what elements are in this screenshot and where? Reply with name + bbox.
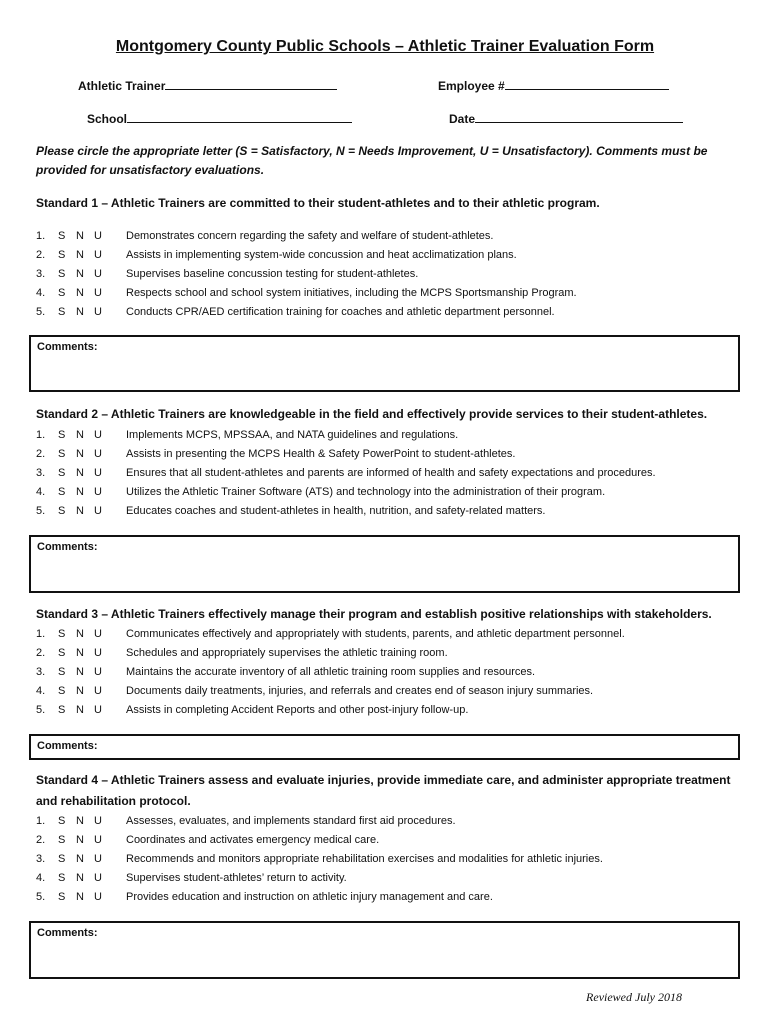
- list-item: [36, 303, 736, 322]
- item-number: 3.: [36, 268, 46, 280]
- rating-s[interactable]: S: [58, 287, 66, 299]
- item-number: 1.: [36, 628, 46, 640]
- standard-3-comments-box[interactable]: [29, 734, 740, 760]
- list-item: [36, 284, 736, 303]
- comments-label: Comments:: [37, 341, 98, 353]
- item-description: Maintains the accurate inventory of all athletic training room supplies and resources.: [126, 666, 536, 678]
- rating-s[interactable]: S: [58, 268, 66, 280]
- item-number: 5.: [36, 505, 46, 517]
- rating-s[interactable]: S: [58, 230, 66, 242]
- rating-u[interactable]: U: [94, 815, 102, 827]
- rating-u[interactable]: U: [94, 666, 102, 678]
- athletic-trainer-label: Athletic Trainer: [78, 79, 166, 93]
- item-description: Recommends and monitors appropriate rehabilitation exercises and modalities for athletic injuries.: [126, 853, 603, 865]
- school-label: School: [87, 112, 128, 126]
- item-number: 1.: [36, 429, 46, 441]
- item-description: Supervises baseline concussion testing for student-athletes.: [126, 268, 419, 280]
- rating-s[interactable]: S: [58, 853, 66, 865]
- rating-s[interactable]: S: [58, 628, 66, 640]
- list-item: [36, 464, 736, 483]
- rating-n[interactable]: N: [76, 306, 84, 318]
- list-item: [36, 682, 736, 701]
- list-item: [36, 831, 736, 850]
- rating-n[interactable]: N: [76, 647, 84, 659]
- item-description: Supervises student-athletes’ return to activity.: [126, 872, 347, 884]
- item-description: Documents daily treatments, injuries, and referrals and creates end of season injury summaries.: [126, 685, 594, 697]
- rating-s[interactable]: S: [58, 306, 66, 318]
- list-item: [36, 426, 736, 445]
- rating-u[interactable]: U: [94, 306, 102, 318]
- rating-s[interactable]: S: [58, 429, 66, 441]
- rating-n[interactable]: N: [76, 467, 84, 479]
- standard-4-items: [36, 812, 736, 907]
- rating-u[interactable]: U: [94, 268, 102, 280]
- item-description: Respects school and school system initiatives, including the MCPS Sportsmanship Program.: [126, 287, 577, 299]
- date-label: Date: [449, 112, 476, 126]
- item-description: Assists in implementing system-wide concussion and heat acclimatization plans.: [126, 249, 517, 261]
- item-number: 2.: [36, 249, 46, 261]
- list-item: [36, 888, 736, 907]
- rating-n[interactable]: N: [76, 429, 84, 441]
- comments-label: Comments:: [37, 740, 98, 752]
- item-number: 5.: [36, 704, 46, 716]
- employee-number-field[interactable]: [438, 77, 669, 93]
- item-description: Communicates effectively and appropriately with students, parents, and athletic department personnel.: [126, 628, 625, 640]
- item-number: 1.: [36, 815, 46, 827]
- school-field[interactable]: [87, 110, 352, 126]
- rating-n[interactable]: N: [76, 891, 84, 903]
- rating-n[interactable]: N: [76, 628, 84, 640]
- rating-u[interactable]: U: [94, 872, 102, 884]
- item-description: Assists in completing Accident Reports and other post-injury follow-up.: [126, 704, 469, 716]
- item-description: Ensures that all student-athletes and parents are informed of health and safety expectations and procedures.: [126, 467, 656, 479]
- athletic-trainer-field[interactable]: [78, 77, 337, 93]
- item-description: Conducts CPR/AED certification training for coaches and athletic department personnel.: [126, 306, 555, 318]
- item-number: 3.: [36, 467, 46, 479]
- rating-u[interactable]: U: [94, 287, 102, 299]
- rating-n[interactable]: N: [76, 268, 84, 280]
- item-number: 4.: [36, 872, 46, 884]
- employee-number-label: Employee #: [438, 79, 505, 93]
- item-number: 1.: [36, 230, 46, 242]
- rating-n[interactable]: N: [76, 287, 84, 299]
- item-number: 4.: [36, 287, 46, 299]
- item-description: Utilizes the Athletic Trainer Software (ATS) and technology into the administration of their program.: [126, 486, 606, 498]
- list-item: [36, 644, 736, 663]
- comments-label: Comments:: [37, 541, 98, 553]
- rating-s[interactable]: S: [58, 505, 66, 517]
- rating-s[interactable]: S: [58, 486, 66, 498]
- list-item: [36, 265, 736, 284]
- rating-n[interactable]: N: [76, 249, 84, 261]
- standard-3-items: [36, 625, 736, 720]
- rating-u[interactable]: U: [94, 685, 102, 697]
- rating-n[interactable]: N: [76, 853, 84, 865]
- rating-s[interactable]: S: [58, 666, 66, 678]
- rating-u[interactable]: U: [94, 628, 102, 640]
- item-description: Assists in presenting the MCPS Health & Safety PowerPoint to student-athletes.: [126, 448, 516, 460]
- list-item: [36, 812, 736, 831]
- item-number: 3.: [36, 853, 46, 865]
- list-item: [36, 227, 736, 246]
- rating-n[interactable]: N: [76, 448, 84, 460]
- list-item: [36, 483, 736, 502]
- form-title: Montgomery County Public Schools – Athletic Trainer Evaluation Form: [115, 38, 655, 55]
- rating-s[interactable]: S: [58, 249, 66, 261]
- rating-n[interactable]: N: [76, 505, 84, 517]
- list-item: [36, 663, 736, 682]
- date-field[interactable]: [449, 110, 683, 126]
- item-description: Provides education and instruction on athletic injury management and care.: [126, 891, 493, 903]
- list-item: [36, 701, 736, 720]
- standard-2-title: Standard 2 – Athletic Trainers are knowledgeable in the field and effectively provide services to their student-athletes.: [36, 407, 708, 421]
- list-item: [36, 850, 736, 869]
- standard-4-comments-box[interactable]: [29, 921, 740, 979]
- rating-n[interactable]: N: [76, 872, 84, 884]
- item-number: 5.: [36, 891, 46, 903]
- rating-n[interactable]: N: [76, 685, 84, 697]
- list-item: [36, 445, 736, 464]
- standard-2-comments-box[interactable]: [29, 535, 740, 593]
- list-item: [36, 502, 736, 521]
- rating-n[interactable]: N: [76, 815, 84, 827]
- employee-number-line[interactable]: [505, 77, 669, 90]
- list-item: [36, 246, 736, 265]
- athletic-trainer-line[interactable]: [165, 77, 337, 90]
- rating-n[interactable]: N: [76, 666, 84, 678]
- standard-4-title: Standard 4 – Athletic Trainers assess and evaluate injuries, provide immediate care, and administer appropriate treatment and rehabilitation protocol.: [36, 773, 731, 808]
- rating-s[interactable]: S: [58, 467, 66, 479]
- standard-1-title: Standard 1 – Athletic Trainers are committed to their student-athletes and to their athletic program.: [36, 196, 600, 210]
- item-number: 2.: [36, 448, 46, 460]
- rating-n[interactable]: N: [76, 704, 84, 716]
- rating-s[interactable]: S: [58, 872, 66, 884]
- standard-1-comments-box[interactable]: [29, 335, 740, 392]
- standard-2-items: [36, 426, 736, 521]
- rating-s[interactable]: S: [58, 891, 66, 903]
- reviewed-date-footer: Reviewed July 2018: [586, 990, 682, 1004]
- standard-1-items: [36, 227, 736, 322]
- item-number: 2.: [36, 647, 46, 659]
- rating-u[interactable]: U: [94, 486, 102, 498]
- instructions: Please circle the appropriate letter (S = Satisfactory, N = Needs Improvement, U = Unsatisfactory). Comments must be provided for unsatisfactory evaluations.: [36, 144, 708, 177]
- rating-s[interactable]: S: [58, 834, 66, 846]
- rating-u[interactable]: U: [94, 704, 102, 716]
- item-number: 3.: [36, 666, 46, 678]
- item-description: Implements MCPS, MPSSAA, and NATA guidelines and regulations.: [126, 429, 459, 441]
- standard-3-title: Standard 3 – Athletic Trainers effectively manage their program and establish positive relationships with stakeholders.: [36, 607, 712, 621]
- item-description: Assesses, evaluates, and implements standard first aid procedures.: [126, 815, 456, 827]
- list-item: [36, 869, 736, 888]
- item-number: 5.: [36, 306, 46, 318]
- rating-n[interactable]: N: [76, 486, 84, 498]
- rating-u[interactable]: U: [94, 249, 102, 261]
- item-description: Demonstrates concern regarding the safety and welfare of student-athletes.: [126, 230, 494, 242]
- rating-s[interactable]: S: [58, 815, 66, 827]
- rating-n[interactable]: N: [76, 834, 84, 846]
- rating-s[interactable]: S: [58, 448, 66, 460]
- rating-s[interactable]: S: [58, 704, 66, 716]
- comments-label: Comments:: [37, 927, 98, 939]
- rating-u[interactable]: U: [94, 834, 102, 846]
- rating-u[interactable]: U: [94, 467, 102, 479]
- item-description: Coordinates and activates emergency medical care.: [126, 834, 380, 846]
- item-number: 2.: [36, 834, 46, 846]
- rating-u[interactable]: U: [94, 647, 102, 659]
- rating-u[interactable]: U: [94, 230, 102, 242]
- rating-u[interactable]: U: [94, 891, 102, 903]
- rating-u[interactable]: U: [94, 853, 102, 865]
- date-line[interactable]: [475, 110, 683, 123]
- list-item: [36, 625, 736, 644]
- item-number: 4.: [36, 486, 46, 498]
- item-description: Educates coaches and student-athletes in health, nutrition, and safety-related matters.: [126, 505, 546, 517]
- item-number: 4.: [36, 685, 46, 697]
- rating-s[interactable]: S: [58, 685, 66, 697]
- rating-s[interactable]: S: [58, 647, 66, 659]
- item-description: Schedules and appropriately supervises the athletic training room.: [126, 647, 448, 659]
- school-line[interactable]: [127, 110, 352, 123]
- rating-u[interactable]: U: [94, 429, 102, 441]
- rating-u[interactable]: U: [94, 505, 102, 517]
- rating-u[interactable]: U: [94, 448, 102, 460]
- rating-n[interactable]: N: [76, 230, 84, 242]
